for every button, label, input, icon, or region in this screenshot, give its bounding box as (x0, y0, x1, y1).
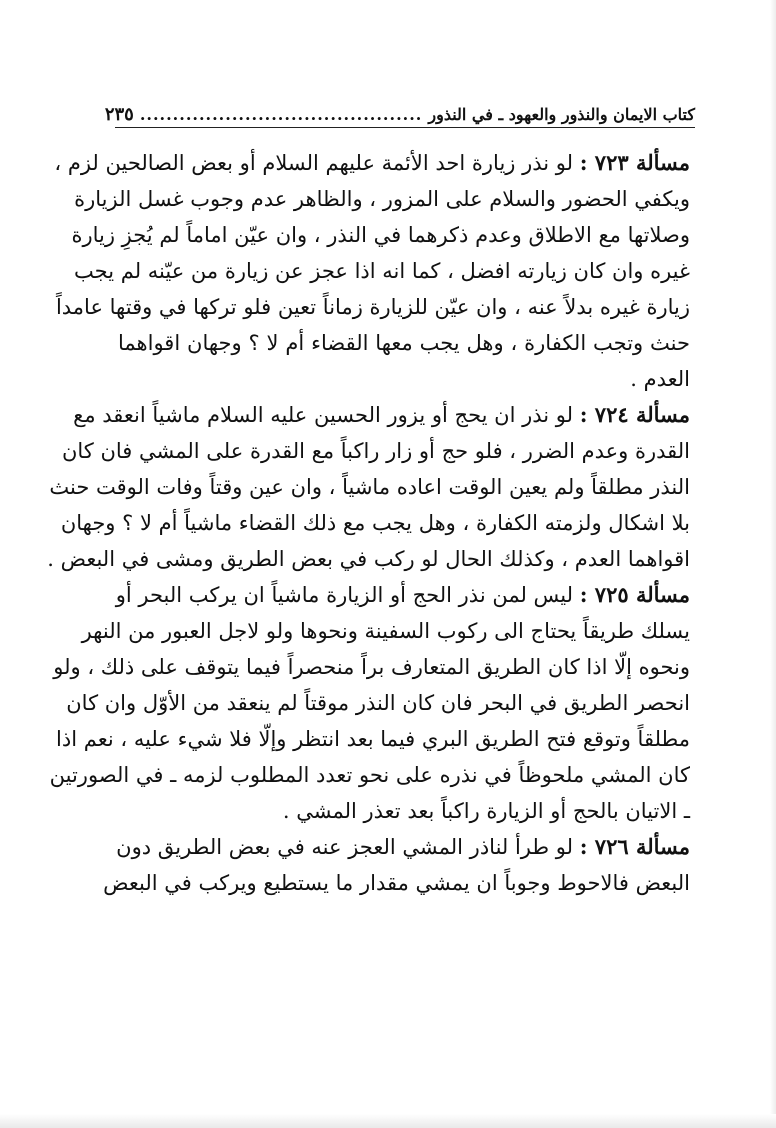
text-line (49, 757, 690, 793)
text-line (61, 433, 690, 469)
text-line (53, 649, 690, 685)
issue-number-label: مسألة ٧٢٤ : (579, 402, 690, 427)
leader-dots: ........................................... (139, 104, 423, 124)
line-text: بلا اشكال ولزمته الكفارة ، وهل يجب مع ذلك القضاء ماشياً أم لا ؟ وجهان (60, 511, 690, 535)
line-text: لو طرأ لناذر المشي العجز عنه في بعض الطريق دون (116, 835, 580, 859)
line-text: لو نذر ان يحج أو يزور الحسين عليه السلام ماشياً انعقد مع (73, 403, 580, 427)
page-number: ٢٣٥ (104, 103, 134, 125)
line-text: القدرة وعدم الضرر ، فلو حج أو زار راكباً مع القدرة على المشي فان كان (61, 439, 690, 463)
line-text: كان المشي ملحوظاً في نذره على نحو تعدد المطلوب لزمه ـ في الصورتين (49, 763, 690, 787)
line-text: ويكفي الحضور والسلام على المزور ، والظاهر عدم وجوب غسل الزيارة (74, 187, 690, 211)
issue-number-label: مسألة ٧٢٣ : (579, 150, 690, 175)
line-text: البعض فالاحوط وجوباً ان يمشي مقدار ما يستطيع ويركب في البعض (103, 871, 690, 895)
text-line (66, 685, 690, 721)
book-section-title: كتاب الايمان والنذور والعهود ـ في النذور (428, 104, 695, 124)
line-text: غيره وان كان زيارته افضل ، كما انه اذا عجز عن زيارة من عيّنه لم يجب (74, 259, 690, 283)
text-line (56, 721, 690, 757)
line-text: يسلك طريقاً يحتاج الى ركوب السفينة ونحوها ولو لاجل العبور من النهر (81, 619, 690, 643)
running-header (104, 101, 695, 127)
text-line (54, 145, 690, 181)
text-line (73, 397, 690, 433)
line-text: العدم . (630, 367, 690, 391)
text-line (115, 577, 690, 613)
line-text: وصلاتها مع الاطلاق وعدم ذكرهما في النذر ، وان عيّن اماماً لم يُجزِ زيارة (71, 223, 690, 247)
text-line (103, 865, 690, 901)
text-line (49, 469, 690, 505)
header-rule (115, 127, 695, 128)
line-text: مطلقاً وتوقع فتح الطريق البري فيما بعد انتظر وإلّا فلا شيء عليه ، نعم اذا (56, 727, 690, 751)
text-line (81, 613, 690, 649)
text-line (118, 829, 690, 865)
line-text: ونحوه إلّا اذا كان الطريق المتعارف براً منحصراً فيما يتوقف على ذلك ، ولو (53, 655, 690, 679)
text-line (74, 253, 690, 289)
text-line (47, 541, 690, 577)
text-line (60, 505, 690, 541)
text-line (71, 217, 690, 253)
line-text: اقواهما العدم ، وكذلك الحال لو ركب في بعض الطريق ومشى في البعض . (47, 547, 690, 571)
text-line (118, 361, 690, 397)
text-line (74, 181, 690, 217)
text-line (55, 289, 690, 325)
line-text: حنث وتجب الكفارة ، وهل يجب معها القضاء أم لا ؟ وجهان اقواهما (118, 331, 690, 355)
scan-shadow-right (770, 0, 776, 1128)
line-text: لو نذر زيارة احد الأئمة عليهم السلام أو بعض الصالحين لزم ، (54, 151, 580, 175)
line-text: انحصر الطريق في البحر فان كان النذر موقتاً لم ينعقد من الأوّل وان كان (66, 691, 690, 715)
text-line (118, 793, 690, 829)
body-text (47, 145, 690, 901)
issue-number-label: مسألة ٧٢٦ : (579, 834, 690, 859)
line-text: ـ الاتيان بالحج أو الزيارة راكباً بعد تعذر المشي . (282, 799, 690, 823)
line-text: ليس لمن نذر الحج أو الزيارة ماشياً ان يركب البحر أو (115, 583, 580, 607)
line-text: زيارة غيره بدلاً عنه ، وان عيّن للزيارة زماناً تعين فلو تركها في وقتها عامداً (55, 295, 690, 319)
issue-number-label: مسألة ٧٢٥ : (579, 582, 690, 607)
text-line (118, 325, 690, 361)
scan-shadow-bottom (0, 1114, 776, 1128)
line-text: النذر مطلقاً ولم يعين الوقت اعاده ماشياً ، وان عين وقتاً وفات الوقت حنث (49, 475, 690, 499)
